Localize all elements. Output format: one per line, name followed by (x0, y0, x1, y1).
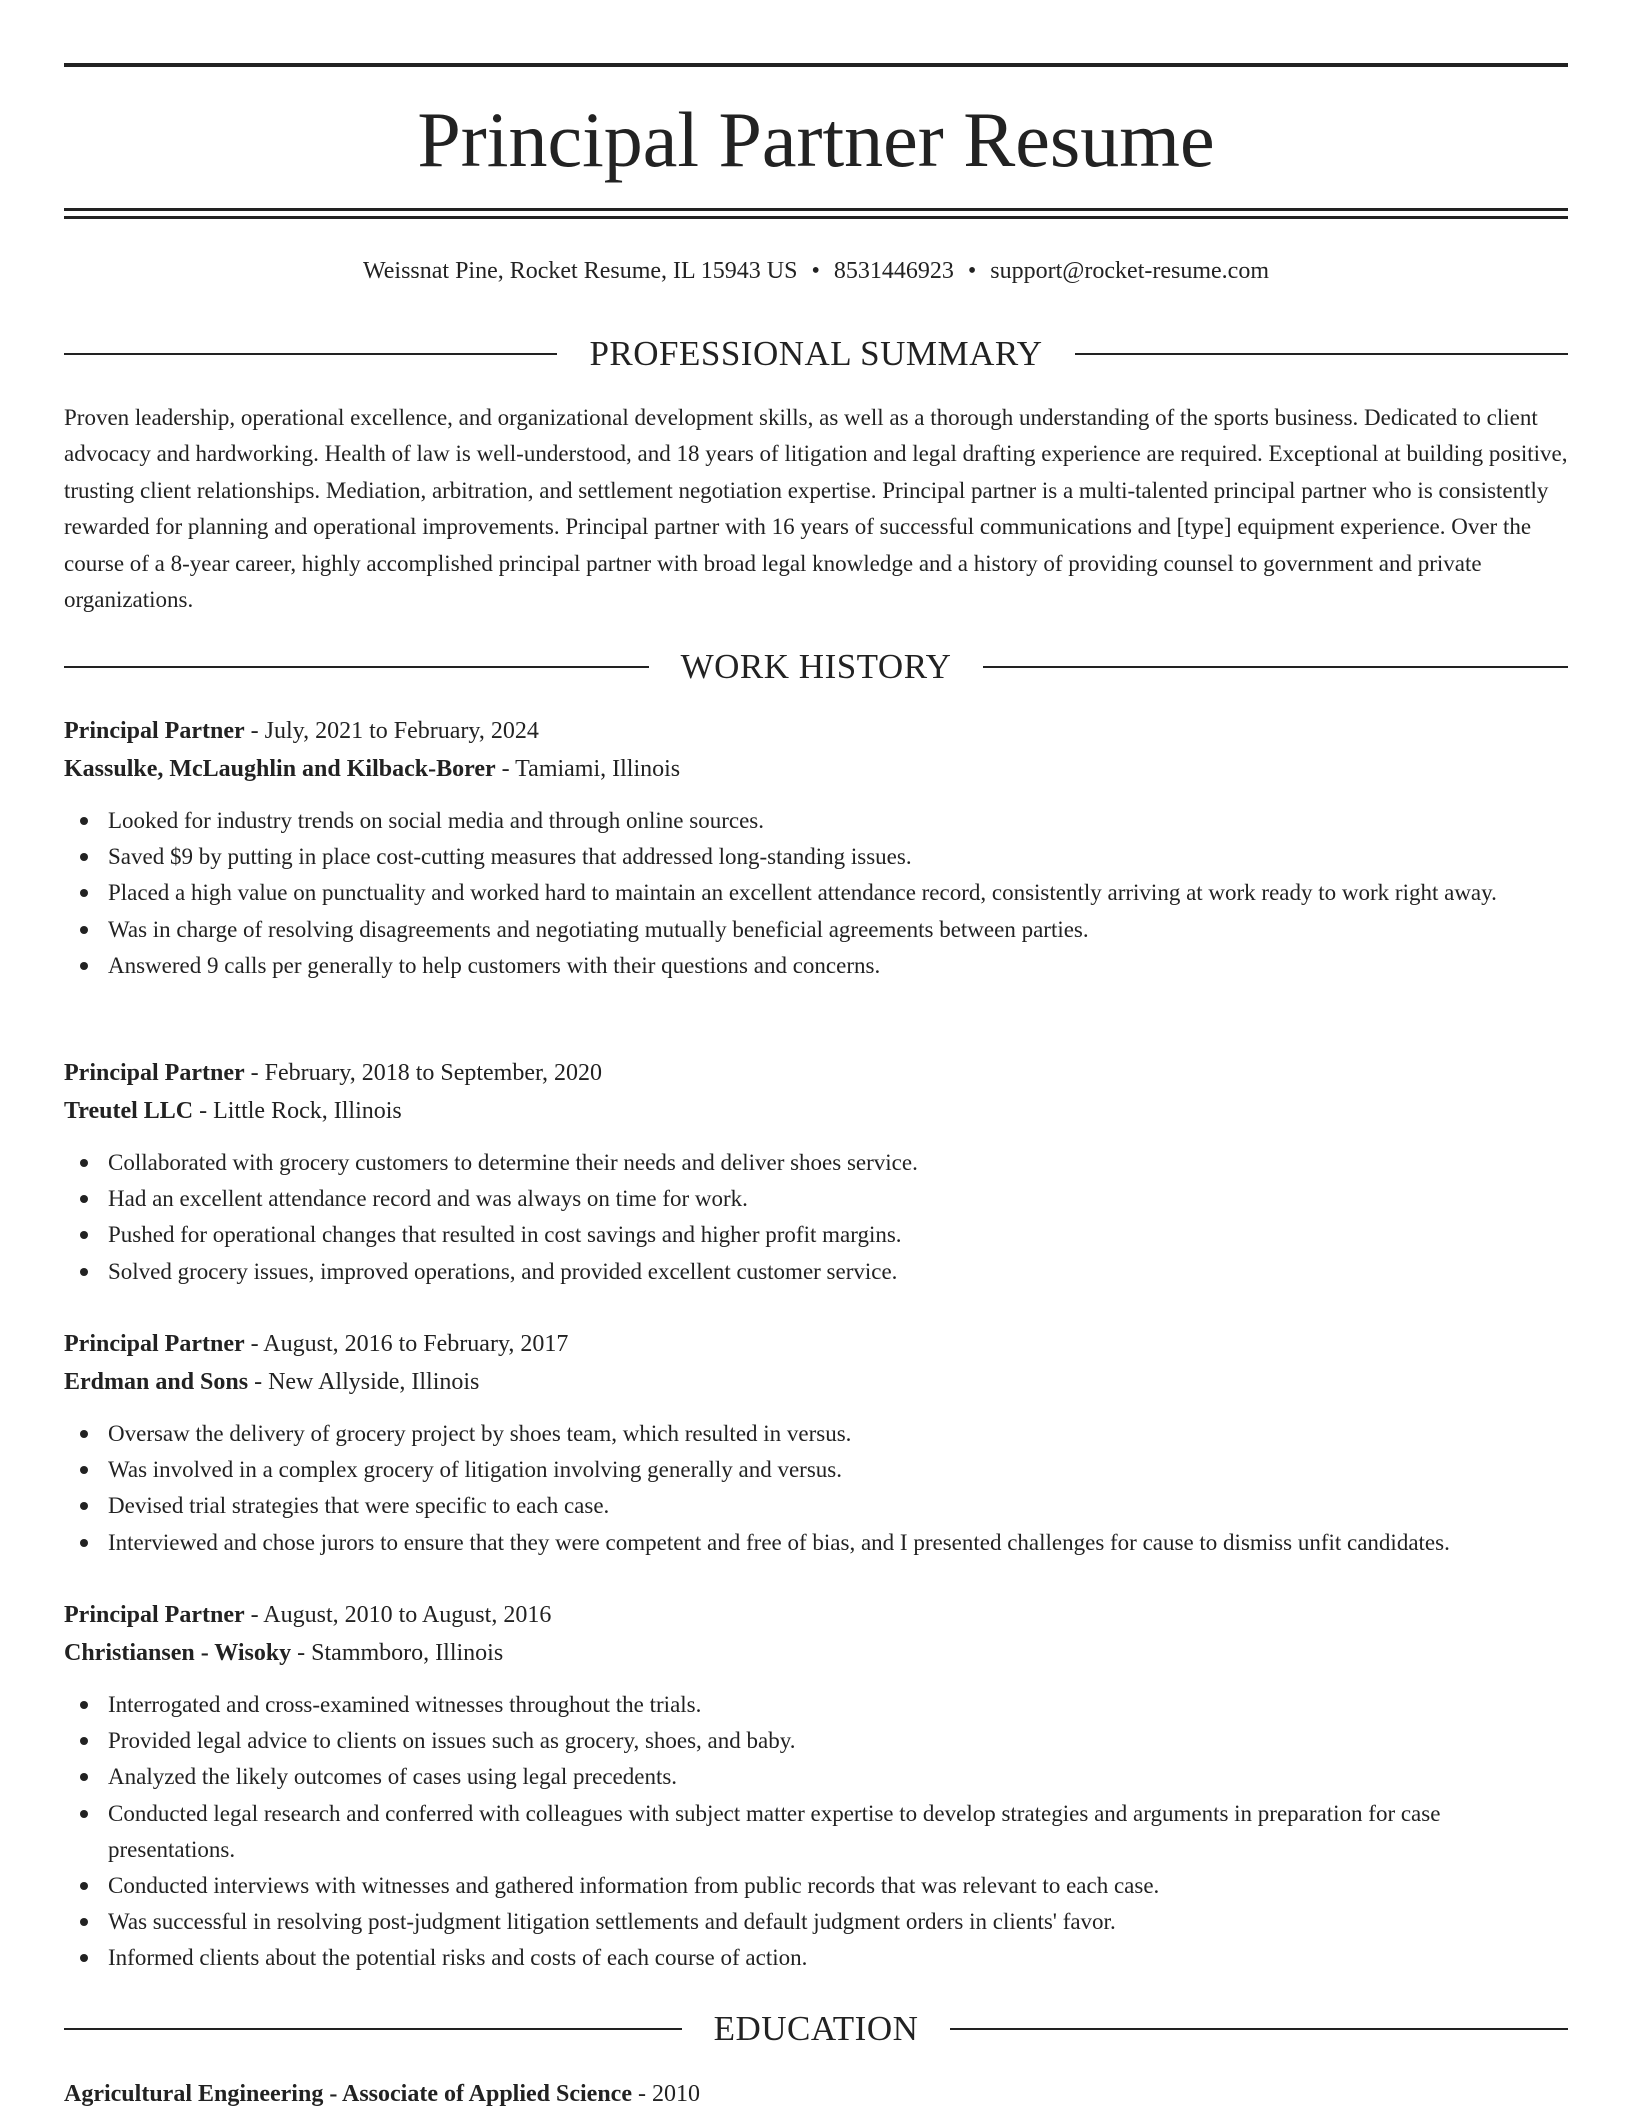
section-rule (64, 666, 649, 668)
bullet-text: Was involved in a complex grocery of litigation involving generally and versus. (108, 1457, 842, 1483)
job-bullet (64, 1181, 1568, 1217)
bullet-dot (80, 1954, 88, 1962)
job-bullet (64, 1723, 1568, 1759)
bullet-text: Provided legal advice to clients on issues such as grocery, shoes, and baby. (108, 1728, 796, 1754)
job-entry (64, 1054, 1568, 1290)
section-rule (983, 666, 1568, 668)
job-bullet (64, 948, 1568, 984)
bullet-text: Placed a high value on punctuality and worked hard to maintain an excellent attendance record, consistently arriving at work ready to work right away. (108, 880, 1497, 906)
contact-separator: • (967, 258, 977, 284)
job-title: Principal Partner (64, 1060, 245, 1086)
job-title-line (64, 712, 1568, 750)
job-company-line (64, 1363, 1568, 1401)
bullet-dot (80, 853, 88, 861)
job-bullet (64, 912, 1568, 948)
bullet-dot (80, 1882, 88, 1890)
job-bullet (64, 1868, 1568, 1904)
summary-paragraph: Proven leadership, operational excellence, and organizational development skills, as well as a thorough understanding of the sports business. Dedicated to client advocacy and hardworking. Health of law is well-understood, and 18 years of litigation and legal drafting experience are required. Exceptional at building positive, trusting client relationships. Mediation, arbitration, and settlement negotiation expertise. Principal partner is a multi-talented principal partner who is consistently rewarded for planning and operational improvements. Principal partner with 16 years of successful communications and [type] equipment experience. Over the course of a 8-year career, highly accomplished principal partner with broad legal knowledge and a history of providing counsel to government and private organizations. (64, 405, 1568, 613)
bullet-text: Devised trial strategies that were specific to each case. (108, 1493, 610, 1519)
job-bullet (64, 1416, 1568, 1452)
bullet-dot (80, 962, 88, 970)
bullet-text: Conducted interviews with witnesses and gathered information from public records that was relevant to each case. (108, 1873, 1160, 1899)
bullet-text: Oversaw the delivery of grocery project by shoes team, which resulted in versus. (108, 1421, 852, 1446)
job-bullet (64, 1796, 1568, 1868)
bullet-text: Informed clients about the potential risks and costs of each course of action. (108, 1945, 808, 1971)
job-company: Treutel LLC (64, 1098, 194, 1124)
bullet-text: Saved $9 by putting in place cost-cutting measures that addressed long-standing issues. (108, 844, 912, 870)
section-header-work-history (64, 645, 1568, 689)
bullet-dot (80, 1810, 88, 1818)
job-bullet (64, 875, 1568, 911)
job-dates: - February, 2018 to September, 2020 (244, 1060, 603, 1086)
bullet-dot (80, 1231, 88, 1239)
bullet-text: Was in charge of resolving disagreements and negotiating mutually beneficial agreements between parties. (108, 916, 1089, 942)
contact-line (64, 254, 1568, 288)
contact-address: Weissnat Pine, Rocket Resume, IL 15943 US (363, 258, 798, 284)
bullet-dot (80, 1773, 88, 1781)
bullet-dot (80, 926, 88, 934)
job-title-line (64, 1054, 1568, 1092)
job-bullet (64, 1687, 1568, 1723)
bullet-dot (80, 889, 88, 897)
bullet-text: Interrogated and cross-examined witnesses throughout the trials. (108, 1692, 702, 1717)
job-company-line (64, 1634, 1568, 1672)
job-bullets (64, 1416, 1568, 1561)
job-bullet (64, 1452, 1568, 1488)
job-entry (64, 1596, 1568, 1977)
bullet-text: Looked for industry trends on social media and through online sources. (108, 808, 764, 833)
bullet-text: Solved grocery issues, improved operations, and provided excellent customer service. (108, 1258, 898, 1284)
contact-phone: 8531446923 (833, 258, 954, 284)
section-rule (64, 353, 557, 355)
bullet-dot (80, 1195, 88, 1203)
bullet-text: Had an excellent attendance record and was always on time for work. (108, 1186, 748, 1212)
bullet-dot (80, 1737, 88, 1745)
bullet-dot (80, 1539, 88, 1547)
job-bullet (64, 1525, 1568, 1561)
bullet-text: Analyzed the likely outcomes of cases using legal precedents. (108, 1764, 678, 1790)
job-location: - Tamiami, Illinois (495, 756, 681, 782)
job-bullet (64, 1488, 1568, 1524)
bullet-dot (80, 1159, 88, 1167)
job-entry (64, 712, 1568, 984)
section-title: WORK HISTORY (680, 647, 952, 686)
section-header-education (64, 2007, 1568, 2051)
job-title: Principal Partner (64, 1602, 245, 1628)
job-company-line (64, 750, 1568, 788)
job-bullets (64, 1687, 1568, 1977)
section-header-summary (64, 332, 1568, 376)
job-location: - Little Rock, Illinois (193, 1098, 402, 1124)
section-title: EDUCATION (713, 2009, 919, 2048)
contact-separator: • (811, 258, 820, 284)
job-company: Erdman and Sons (64, 1369, 249, 1395)
job-title: Principal Partner (64, 1331, 245, 1357)
job-company: Christiansen - Wisoky (64, 1640, 292, 1666)
job-title-line (64, 1325, 1568, 1363)
section-rule (1075, 353, 1568, 355)
job-dates: - August, 2010 to August, 2016 (244, 1602, 552, 1628)
resume-title: Principal Partner Resume (417, 96, 1215, 183)
job-bullets (64, 803, 1568, 984)
job-bullet (64, 1940, 1568, 1976)
bullet-dot (80, 1502, 88, 1510)
bullet-text: Was successful in resolving post-judgment litigation settlements and default judgment orders in clients' favor. (108, 1909, 1116, 1935)
bullet-dot (80, 817, 88, 825)
job-bullets (64, 1145, 1568, 1290)
job-title: Principal Partner (64, 718, 245, 744)
bullet-dot (80, 1268, 88, 1276)
job-entry (64, 1325, 1568, 1561)
bullet-text: Collaborated with grocery customers to determine their needs and deliver shoes service. (108, 1150, 918, 1175)
bullet-text: Answered 9 calls per generally to help customers with their questions and concerns. (108, 952, 881, 978)
job-bullet (64, 1254, 1568, 1290)
bullet-dot (80, 1918, 88, 1926)
bullet-dot (80, 1430, 88, 1438)
job-dates: - July, 2021 to February, 2024 (244, 718, 539, 744)
job-location: - Stammboro, Illinois (291, 1640, 504, 1666)
job-bullet (64, 839, 1568, 875)
job-bullet (64, 1145, 1568, 1181)
section-rule (64, 2028, 682, 2030)
job-bullet (64, 1904, 1568, 1940)
bullet-text: Conducted legal research and conferred with colleagues with subject matter expertise to develop strategies and arguments in preparation for case presentations. (108, 1800, 1441, 1862)
contact-email: support@rocket-resume.com (990, 258, 1269, 284)
job-location: - New Allyside, Illinois (248, 1369, 480, 1395)
education-entry (64, 2075, 1568, 2112)
job-company-line (64, 1092, 1568, 1130)
top-rule (64, 63, 1568, 67)
section-rule (950, 2028, 1568, 2030)
bullet-text: Interviewed and chose jurors to ensure that they were competent and free of bias, and I presented challenges for cause to dismiss unfit candidates. (108, 1529, 1450, 1555)
education-degree: Agricultural Engineering - Associate of Applied Science (64, 2081, 632, 2107)
job-dates: - August, 2016 to February, 2017 (244, 1331, 569, 1357)
section-title: PROFESSIONAL SUMMARY (589, 334, 1043, 373)
bullet-dot (80, 1701, 88, 1709)
education-year: - 2010 (631, 2081, 700, 2107)
bullet-dot (80, 1466, 88, 1474)
bullet-text: Pushed for operational changes that resulted in cost savings and higher profit margins. (108, 1222, 902, 1248)
title-rule-upper (64, 208, 1568, 211)
job-bullet (64, 803, 1568, 839)
job-bullet (64, 1759, 1568, 1795)
title-rule-lower (64, 216, 1568, 219)
job-company: Kassulke, McLaughlin and Kilback-Borer (64, 756, 496, 782)
job-title-line (64, 1596, 1568, 1634)
job-bullet (64, 1217, 1568, 1253)
